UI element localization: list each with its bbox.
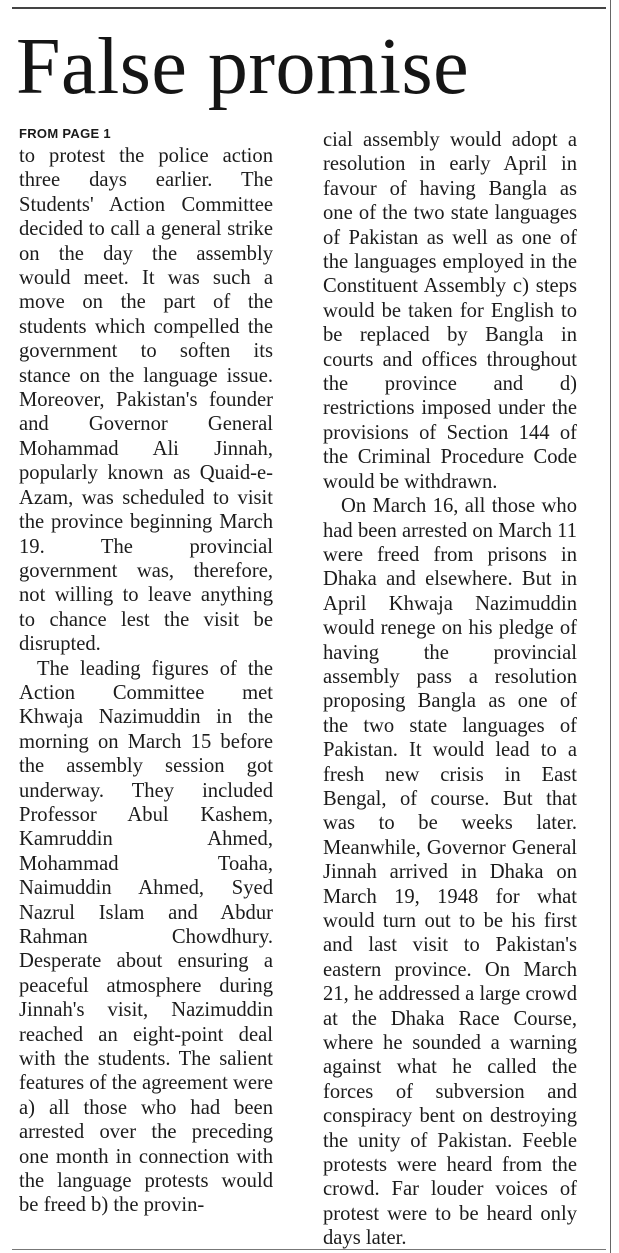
- headline: False promise: [16, 23, 470, 111]
- column-edge-rule: [610, 0, 611, 1253]
- paragraph: On March 16, all those who had been arrested on March 11 were freed from prisons in Dhaka and elsewhere. But in April Khwaja Nazimuddin would renege on his pledge of having the provincial assembly pass a resolution proposing Bangla as one of the two state languages of Pakistan. It would lead to a fresh new crisis in East Bengal, of course. But that was to be weeks later. Meanwhile, Governor General Jinnah arrived in Dhaka on March 19, 1948 for what would turn out to be his first and last visit to Pakistan's eastern province. On March 21, he addressed a large crowd at the Dhaka Race Course, where he sounded a warning against what he called the forces of subversion and conspiracy bent on destroying the unity of Pakistan. Feeble protests were heard from the crowd. Far louder voices of protest were to be heard only days later.: [323, 495, 577, 1250]
- kicker-label: FROM PAGE 1: [19, 126, 111, 141]
- top-rule: [12, 7, 606, 9]
- article-column-right: [323, 128, 577, 1251]
- paragraph: to protest the police action three days earlier. The Students' Action Committee decided to call a general strike on the day the assembly would meet. It was such a move on the part of the students which compelled the government to soften its stance on the language issue. Moreover, Pakistan's founder and Governor General Mohammad Ali Jinnah, popularly known as Quaid-e-Azam, was scheduled to visit the province beginning March 19. The provincial government was, therefore, not willing to leave anything to chance lest the visit be disrupted.: [19, 145, 273, 656]
- paragraph: The leading figures of the Action Committee met Khwaja Nazimuddin in the morning on March 15 before the assembly session got underway. They included Professor Abul Kashem, Kamruddin Ahmed, Mohammad Toaha, Naimuddin Ahmed, Syed Nazrul Islam and Abdur Rahman Chowdhury. Desperate about ensuring a peaceful atmosphere during Jinnah's visit, Nazimuddin reached an eight-point deal with the students. The salient features of the agreement were a) all those who had been arrested over the preceding one month in connection with the language protests would be freed b) the provin-: [19, 657, 273, 1217]
- paragraph: cial assembly would adopt a resolution in early April in favour of having Bangla as one of the two state languages of Pakistan as well as one of the languages employed in the Constituent Assembly c) steps would be taken for English to be replaced by Bangla in courts and offices throughout the province and d) restrictions imposed under the provisions of Section 144 of the Criminal Procedure Code would be withdrawn.: [323, 129, 577, 493]
- article-column-left: [19, 126, 273, 1218]
